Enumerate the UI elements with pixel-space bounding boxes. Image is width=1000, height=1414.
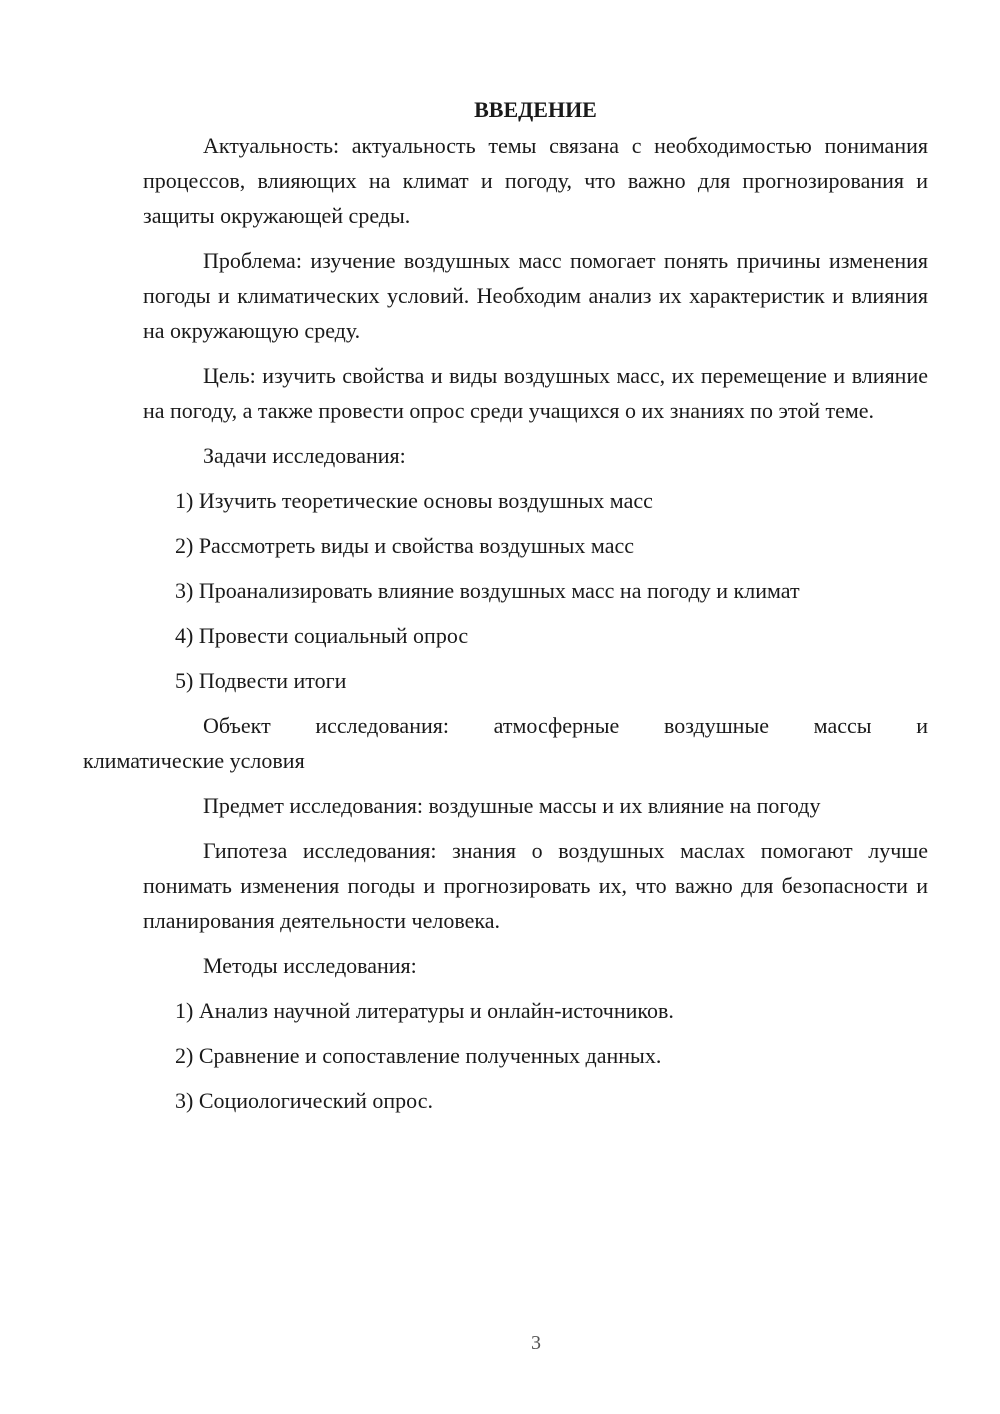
task-item: 2) Рассмотреть виды и свойства воздушных масс (175, 533, 634, 558)
hypothesis-paragraph: Гипотеза исследования: знания о воздушных маслах помогают лучше понимать изменения погоды и прогнозировать их, что важно для безопасности и планирования деятельности человека. (143, 838, 928, 933)
task-item: 1) Изучить теоретические основы воздушных масс (175, 488, 653, 513)
object-paragraph (83, 708, 928, 778)
task-item: 5) Подвести итоги (175, 668, 347, 693)
object-line-1: Объект исследования: атмосферные воздушные массы и (203, 713, 928, 738)
document-page (83, 92, 928, 1128)
task-item: 3) Проанализировать влияние воздушных масс на погоду и климат (175, 578, 800, 603)
problem-paragraph: Проблема: изучение воздушных масс помогает понять причины изменения погоды и климатических условий. Необходим анализ их характеристик и влияния на окружающую среду. (143, 248, 928, 343)
page-number: 3 (531, 1332, 541, 1354)
task-item: 4) Провести социальный опрос (175, 623, 469, 648)
goal-paragraph: Цель: изучить свойства и виды воздушных масс, их перемещение и влияние на погоду, а также провести опрос среди учащихся о их знаниях по этой теме. (143, 363, 928, 423)
object-line-2: климатические условия (83, 748, 305, 773)
method-item: 2) Сравнение и сопоставление полученных данных. (175, 1043, 662, 1068)
tasks-label: Задачи исследования: (203, 443, 406, 468)
section-heading: ВВЕДЕНИЕ (474, 97, 597, 122)
methods-label: Методы исследования: (203, 953, 417, 978)
method-item: 3) Социологический опрос. (175, 1088, 433, 1113)
relevance-paragraph: Актуальность: актуальность темы связана с необходимостью понимания процессов, влияющих на климат и погоду, что важно для прогнозирования и защиты окружающей среды. (143, 133, 928, 228)
subject-paragraph: Предмет исследования: воздушные массы и их влияние на погоду (203, 793, 821, 818)
method-item: 1) Анализ научной литературы и онлайн-источников. (175, 998, 674, 1023)
